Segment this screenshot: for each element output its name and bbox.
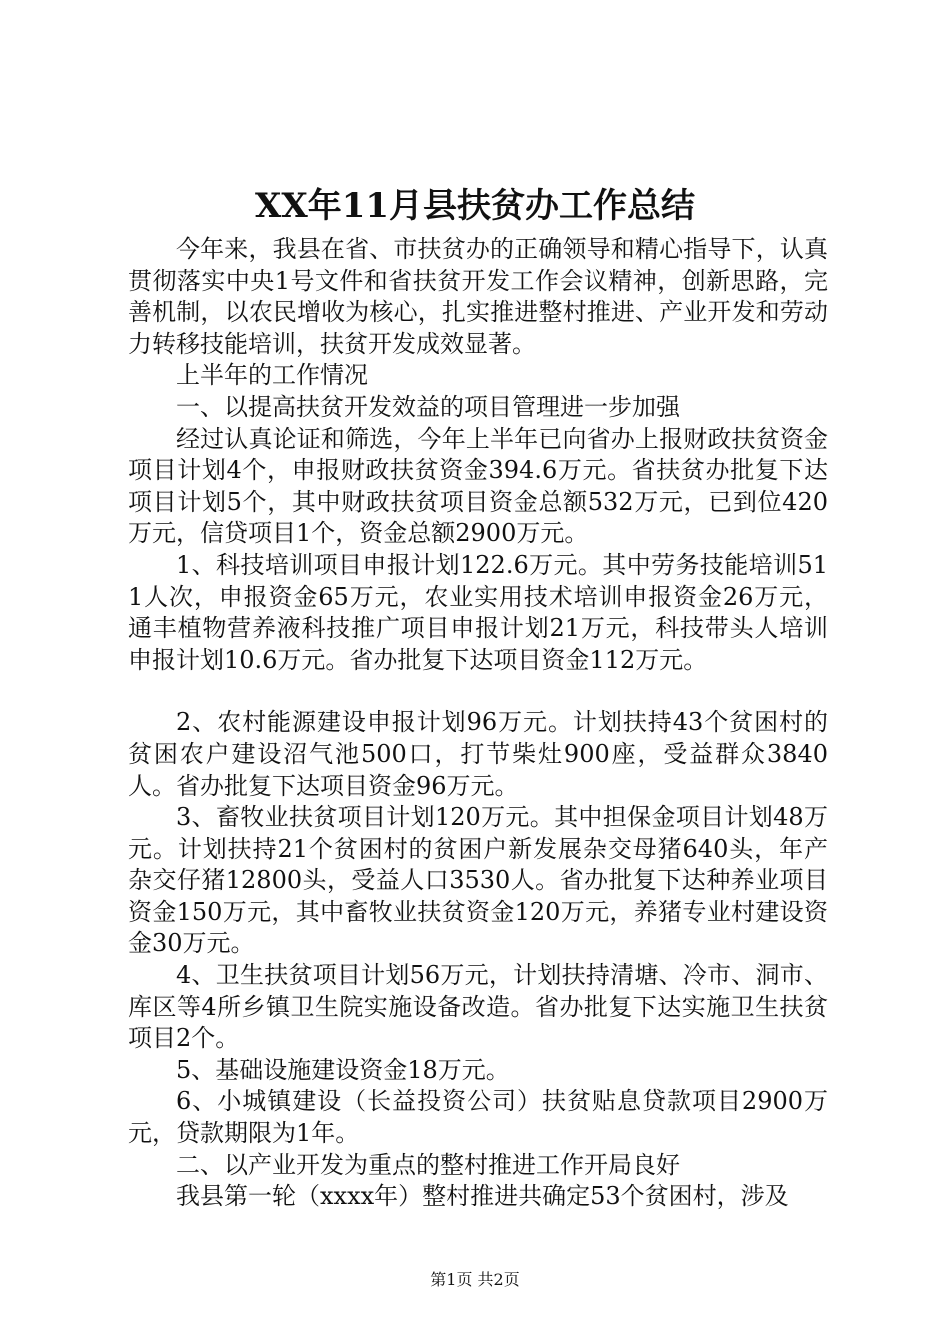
document-body (128, 234, 828, 1213)
paragraph-item-1: 1、科技培训项目申报计划122.6万元。其中劳务技能培训511人次，申报资金65万元，农业实用技术培训申报资金26万元，通丰植物营养液科技推广项目申报计划21万元，科技带头人培训申报计划10.6万元。省办批复下达项目资金112万元。 (128, 550, 828, 674)
paragraph-heading-first-half: 上半年的工作情况 (176, 361, 368, 390)
paragraph-item-6: 6、小城镇建设（长益投资公司）扶贫贴息贷款项目2900万元，贷款期限为1年。 (128, 1087, 828, 1148)
paragraph-project-summary: 经过认真论证和筛选，今年上半年已向省办上报财政扶贫资金项目计划4个，申报财政扶贫资金394.6万元。省扶贫办批复下达项目计划5个，其中财政扶贫项目资金总额532万元，已到位420万元，信贷项目1个，资金总额2900万元。 (128, 424, 828, 548)
paragraph-section-one-heading: 一、以提高扶贫开发效益的项目管理进一步加强 (176, 392, 680, 421)
document-title: XX年11月县扶贫办工作总结 (254, 186, 696, 226)
paragraph-item-4: 4、卫生扶贫项目计划56万元，计划扶持清塘、冷市、洞市、库区等4所乡镇卫生院实施设备改造。省办批复下达实施卫生扶贫项目2个。 (128, 961, 828, 1053)
paragraph-item-2: 2、农村能源建设申报计划96万元。计划扶持43个贫困村的贫困农户建设沼气池500口，打节柴灶900座，受益群众3840人。省办批复下达项目资金96万元。 (128, 708, 828, 800)
paragraph-section-two-heading: 二、以产业开发为重点的整村推进工作开局良好 (176, 1150, 680, 1179)
paragraph-item-3: 3、畜牧业扶贫项目计划120万元。其中担保金项目计划48万元。计划扶持21个贫困村的贫困户新发展杂交母猪640头，年产杂交仔猪12800头，受益人口3530人。省办批复下达种养业项目资金150万元，其中畜牧业扶贫资金120万元，养猪专业村建设资金30万元。 (128, 803, 828, 958)
paragraph-item-5: 5、基础设施建设资金18万元。 (176, 1055, 510, 1084)
paragraph-section-two-start: 我县第一轮（xxxx年）整村推进共确定53个贫困村，涉及 (176, 1182, 789, 1211)
paragraph-intro: 今年来，我县在省、市扶贫办的正确领导和精心指导下，认真贯彻落实中央1号文件和省扶贫开发工作会议精神，创新思路，完善机制，以农民增收为核心，扎实推进整村推进、产业开发和劳动力转移技能培训，扶贫开发成效显著。 (128, 235, 828, 358)
page-number-footer: 第1页 共2页 (430, 1270, 520, 1289)
